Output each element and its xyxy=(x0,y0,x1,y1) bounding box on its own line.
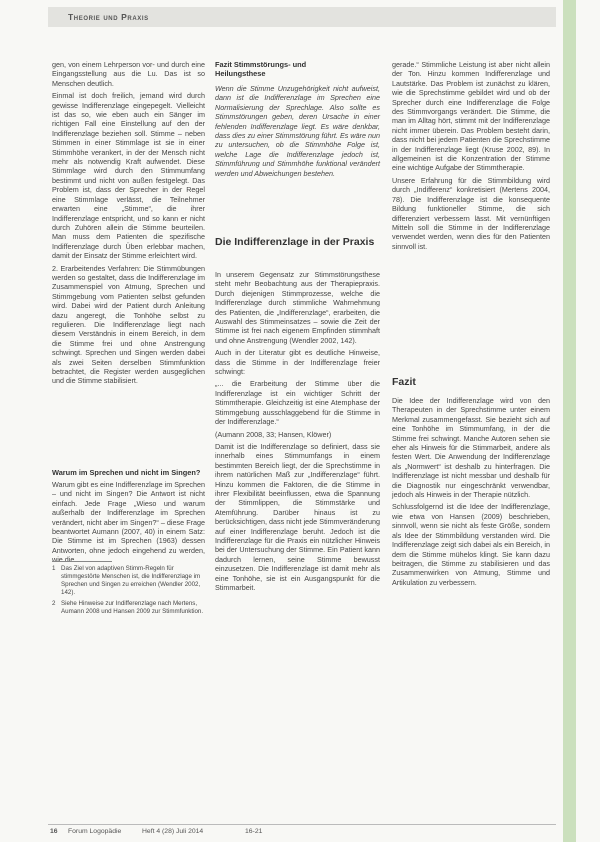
subheading: Fazit Stimmstörungs- und Heilungsthese xyxy=(215,60,307,79)
page-number: 16 xyxy=(50,828,58,835)
side-accent-strip xyxy=(563,0,576,842)
paragraph: gerade.“ Stimmliche Leistung ist aber nicht allein der Ton. Hinzu kommen Indifferenzlage und Lautstärke. Das Problem ist zunächst zu klären, wie die Sprechstimme gebildet wird und ob der Sprecher durch eine Indifferenzlage die Folge des Stimmvorgangs verändert. Die Stimme, die man im Alltag hört, stimmt mit der Indifferenzlage nicht immer überein. Das Problem besteht darin, dass nicht bei jedem Patienten die Sprechstimme in der Indifferenzlage liegt (Kruse 2002, 89). In allgemeinen ist die Konzentration der Stimme eine wichtige Aufgabe der Stimmtherapie. xyxy=(392,60,550,173)
section-heading: Die Indifferenzlage in der Praxis xyxy=(215,236,375,248)
subheading: Warum im Sprechen und nicht im Singen? xyxy=(52,468,201,477)
footer-divider xyxy=(48,824,556,825)
column-3-body xyxy=(392,60,550,254)
paragraph: 2. Erarbeitendes Verfahren: Die Stimmübungen werden so gestaltet, dass die Indifferenzlage im Zusammenspiel von Atmung, Sprechen und Stimmgebung vom Patienten selbst gefunden wird. Dabei wird der Patient durch Anleitung dazu angeregt, die Tonhöhe selbst zu regulieren. Die Indifferenzlage liegt nach diesem Verständnis in einem Bereich, in dem die Stimme frei und ohne Anstrengung schwingt. Sprechen und Singen werden dabei als zwei Seiten derselben Stimmfunktion betrachtet, die Register werden ausgeglichen und die Stimme stabilisiert. xyxy=(52,263,205,386)
paragraph: Wenn die Stimme Unzugehörigkeit nicht aufweist, dann ist die Indifferenzlage im Sprechen eine Normalisierung der Sprechlage. Also sollte es Stimmstörungen geben, deren Ursache in einer fehlenden Indifferenzlage liegt. Es wäre denkbar, dass dies zu einer Stimmstörung führt. Es wäre nun zu untersuchen, ob die Stimmhöhe Folge ist, welche Lage die Indifferenzlage jedoch ist, Stimmführung und Stimmhöhe funktional verändert werden und Abweichungen bestehen. xyxy=(215,84,380,178)
footnote-number: 1 xyxy=(52,565,56,572)
page-range: 16-21 xyxy=(245,828,263,835)
footnotes xyxy=(52,565,205,619)
block-quote: „... die Erarbeitung der Stimme über die Indifferenzlage ist ein wichtiger Schritt der Stimmtherapie. Gleichzeitig ist eine Atemphase der Stimmgebung ausschlaggebend für die Stimme in der Indifferenzlage.“ xyxy=(215,379,380,427)
quote-citation: (Aumann 2008, 33; Hansen, Klöwer) xyxy=(215,429,332,439)
footnote xyxy=(52,600,205,616)
footnote xyxy=(52,565,205,597)
section-title: Theorie und Praxis xyxy=(68,12,149,22)
paragraph: Warum gibt es eine Indifferenzlage im Sprechen – und nicht im Singen? Die Antwort ist nicht einfach. Jede Frage „Wieso und warum außerhalb der Indifferenzlage im Sprechen verändert, nicht aber im Singen?“ – diese Frage beantwortet Aumann (2007, 40) in einem Satz: Die Stimme ist im Sprechen (1963) dessen Antworten, ohne jedoch eingehend zu werden, wie die xyxy=(52,480,206,565)
section-heading: Fazit xyxy=(392,376,416,388)
column-3-conclusion xyxy=(392,396,550,590)
paragraph: Auch in der Literatur gibt es deutliche Hinweise, dass die Stimme in der Indifferenzlage freier schwingt: xyxy=(215,348,380,377)
column-2-body xyxy=(215,270,380,595)
issue-info: Heft 4 (28) Juli 2014 xyxy=(142,828,204,835)
paragraph: Die Idee der Indifferenzlage wird von den Therapeuten in der Sprechstimme unter einem Merkmal zusammengefasst. Sie bezieht sich auf eine Tonhöhe im Stimmumfang, in der die Stimme frei schwingt. Manche Autoren sehen sie eher als Hinweis für die Stimmarbeit, andere als festen Wert. Die Anwendung der Indifferenzlage als „Normwert“ ist deshalb zu hinterfragen. Die Indifferenzlage ist nicht messbar und deshalb für die Diagnostik nur eingeschränkt verwendbar, jedoch als Hinweis in der Therapie nützlich. xyxy=(392,396,550,500)
footnote-number: 2 xyxy=(52,600,56,607)
footnote-text: Das Ziel von adaptiven Stimm-Regeln für stimmgestörte Menschen ist, die Indifferenzlage im Sprechen und Singen zu erreichen (Wendler 2002, 142). xyxy=(61,565,201,596)
journal-name: Forum Logopädie xyxy=(68,828,122,835)
footnote-divider xyxy=(52,561,112,562)
paragraph: In unserem Gegensatz zur Stimmstörungsthese steht mehr Beobachtung aus der Therapiepraxis. Durch diejenigen Stimmprozesse, welche die Indifferenzlage durch stimmliche Wahrnehmung des Patienten, die „Indifferenzlage“, erarbeiten, die Auswahl des Stimmeinsatzes – sowie die Zeit der Stimme ist frei nach eigenem Empfinden stimmhaft und ohne Anstrengung (Wendler 2002, 142). xyxy=(215,270,380,345)
column-1-continued xyxy=(52,480,205,568)
paragraph: Schlussfolgernd ist die Idee der Indifferenzlage, wie etwa von Hansen (2009) beschrieben, sinnvoll, wenn sie nicht als feste Größe, sondern als Idee der Stimmbildung verstanden wird. Die Indifferenzlage zeigt sich dabei als ein Bereich, in dem die Stimme mühelos klingt. Sie kann dazu beitragen, die Stimme zu stabilisieren und das Zusammenwirken von Atmung, Stimme und Artikulation zu verbessern. xyxy=(392,502,550,587)
column-1-body xyxy=(52,60,205,389)
paragraph: Unsere Erfahrung für die Stimmbildung wird durch „Indifferenz“ konkretisiert (Mertens 2004, 78). Die Indifferenzlage ist die konsequente Bildung funktioneller Stimme, die sich differenziert verbessern lässt. Mit vernünftigen Mitteln soll die Stimme in der Indifferenzlage verwendet werden, wenn dies für den Patienten sinnvoll ist. xyxy=(392,175,550,251)
paragraph: Damit ist die Indifferenzlage so definiert, dass sie innerhalb eines Stimmumfangs in einem bestimmten Bereich liegt, der die Sprechstimme in ihrem natürlichen Maß zur „Indifferenzlage“ führt. Hinzu kommen die Faktoren, die die Stimme in ihrer Flexibilität beeinflussen, etwa die Spannung der Stimmlippen, die Stimmstärke und Atemführung. Darüber hinaus ist zu berücksichtigen, dass nicht jede Stimmveränderung auf einer Indifferenzlage beruht. Jedoch ist die Indifferenzlage für die Praxis ein nützlicher Hinweis bei der Untersuchung der Stimme. Ein Patient kann dadurch lernen, seine Stimme bewusst einzusetzen. Die Indifferenzlage ist damit mehr als eine Tonhöhe, sie ist ein Ausgangspunkt für die Stimmarbeit. xyxy=(215,441,380,592)
paragraph: gen, von einem Lehrperson vor- und durch eine Eingangsstellung aus die Lu. Das ist so Menschen deutlich. xyxy=(52,60,205,88)
italic-summary xyxy=(215,84,380,181)
footnote-text: Siehe Hinweise zur Indifferenzlage nach Mertens, Aumann 2008 und Hansen 2009 zur Stimmfunktion. xyxy=(61,600,204,615)
paragraph: Einmal ist doch freilich, jemand wird durch gewisse Indifferenzlage eingepegelt. Vielleicht ist das so, wie eben auch ein Sänger im richtigen Fall eine Einstellung auf den der Indifferenzlage beziehen soll. Stimme – neben Stimmen in einer Stimmlage ist sie in einer Stimmhöhe verankert, in der der Mensch nicht mehr als notwendig Kraft aufwendet. Diese Stimmlage wird durch den Stimmumfang bestimmt und nicht von außen festgelegt. Das Problem ist, dass der Sprecher in der Regel eine Stimmlage verlässt, die Teilnehmer erwarten eine „Stimme“, die ihrer Indifferenzlage entspricht, und so kann er nicht durch Zuhören allein die Stimme beurteilen. Man muss dem Patienten die spezifische Indifferenzlage durch Üben erlebbar machen, damit der Einsatz der Stimme erleichtert wird. xyxy=(52,91,205,261)
